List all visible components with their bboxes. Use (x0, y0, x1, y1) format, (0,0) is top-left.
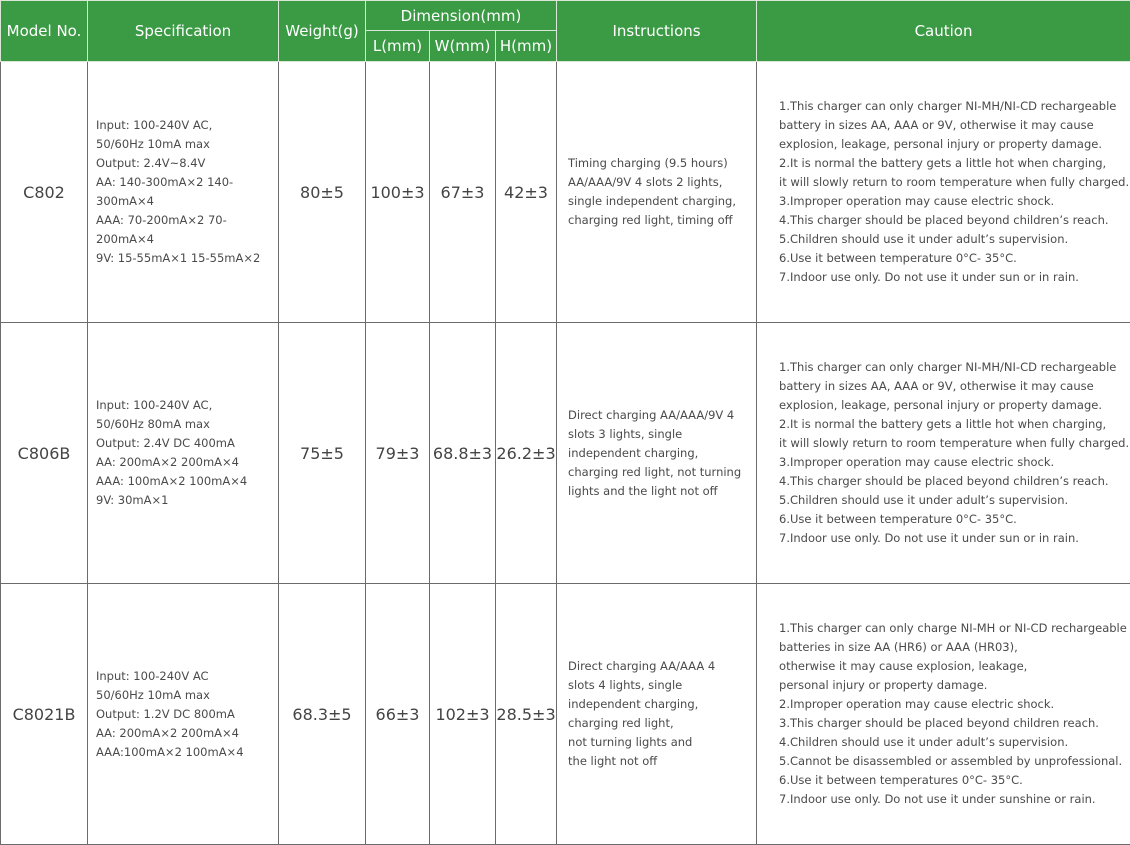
caution-cell-line: it will slowly return to room temperature when fully charged. (779, 173, 1130, 192)
specification-cell-line: Input: 100-240V AC, (96, 116, 278, 135)
caution-cell-line: personal injury or property damage. (779, 676, 1130, 695)
header-caution: Caution (757, 1, 1130, 62)
instructions-cell-line: slots 4 lights, single (568, 676, 756, 695)
caution-cell-line: 7.Indoor use only. Do not use it under sun or in rain. (779, 268, 1130, 287)
width-cell: 68.8±3 (430, 323, 496, 584)
caution-cell-line: battery in sizes AA, AAA or 9V, otherwise it may cause (779, 377, 1130, 396)
width-cell: 67±3 (430, 62, 496, 323)
caution-cell-line: 5.Cannot be disassembled or assembled by unprofessional. (779, 752, 1130, 771)
caution-cell-line: 2.It is normal the battery gets a little hot when charging, (779, 154, 1130, 173)
length-cell: 79±3 (366, 323, 430, 584)
table-row (1, 584, 1130, 845)
instructions-cell (557, 62, 757, 323)
model-no-cell: C806B (1, 323, 88, 584)
instructions-cell (557, 323, 757, 584)
caution-cell-line: 6.Use it between temperature 0°C- 35°C. (779, 510, 1130, 529)
specification-cell-line: Output: 2.4V DC 400mA (96, 434, 278, 453)
instructions-cell-line: AA/AAA/9V 4 slots 2 lights, (568, 173, 756, 192)
caution-cell-line: it will slowly return to room temperature when fully charged. (779, 434, 1130, 453)
specification-cell-line: Output: 2.4V~8.4V (96, 154, 278, 173)
caution-cell-line: 1.This charger can only charger NI-MH/NI-CD rechargeable (779, 97, 1130, 116)
caution-cell-line: 5.Children should use it under adult’s supervision. (779, 491, 1130, 510)
caution-cell-line: 2.Improper operation may cause electric shock. (779, 695, 1130, 714)
caution-cell-line: batteries in size AA (HR6) or AAA (HR03), (779, 638, 1130, 657)
caution-cell-line: 5.Children should use it under adult’s supervision. (779, 230, 1130, 249)
specification-cell-line: 9V: 15-55mA×1 15-55mA×2 (96, 249, 278, 268)
caution-cell-line: 3.Improper operation may cause electric shock. (779, 453, 1130, 472)
caution-cell (757, 323, 1130, 584)
header-height: H(mm) (496, 31, 557, 62)
specification-cell (88, 323, 279, 584)
specification-cell (88, 584, 279, 845)
header-width: W(mm) (430, 31, 496, 62)
instructions-cell-line: Direct charging AA/AAA 4 (568, 657, 756, 676)
width-cell: 102±3 (430, 584, 496, 845)
caution-cell-line: 7.Indoor use only. Do not use it under sun or in rain. (779, 529, 1130, 548)
model-no-cell: C802 (1, 62, 88, 323)
specification-cell-line: AAA:100mA×2 100mA×4 (96, 743, 278, 762)
instructions-cell-line: independent charging, (568, 444, 756, 463)
header-instructions: Instructions (557, 1, 757, 62)
specification-cell-line: 9V: 30mA×1 (96, 491, 278, 510)
specification-cell (88, 62, 279, 323)
caution-cell-line: explosion, leakage, personal injury or property damage. (779, 396, 1130, 415)
weight-cell: 80±5 (279, 62, 366, 323)
instructions-cell-line: slots 3 lights, single (568, 425, 756, 444)
caution-cell (757, 584, 1130, 845)
instructions-cell-line: not turning lights and (568, 733, 756, 752)
caution-cell-line: battery in sizes AA, AAA or 9V, otherwise it may cause (779, 116, 1130, 135)
header-model-no: Model No. (1, 1, 88, 62)
instructions-cell-line: charging red light, not turning (568, 463, 756, 482)
caution-cell-line: explosion, leakage, personal injury or property damage. (779, 135, 1130, 154)
caution-cell-line: otherwise it may cause explosion, leakage, (779, 657, 1130, 676)
instructions-cell-line: charging red light, (568, 714, 756, 733)
weight-cell: 75±5 (279, 323, 366, 584)
specification-cell-line: AAA: 70-200mA×2 70-200mA×4 (96, 211, 278, 249)
specification-cell-line: Output: 1.2V DC 800mA (96, 705, 278, 724)
header-weight: Weight(g) (279, 1, 366, 62)
caution-cell-line: 6.Use it between temperatures 0°C- 35°C. (779, 771, 1130, 790)
instructions-cell-line: Timing charging (9.5 hours) (568, 154, 756, 173)
specification-cell-line: Input: 100-240V AC, (96, 396, 278, 415)
model-no-cell: C8021B (1, 584, 88, 845)
table-row (1, 62, 1130, 323)
instructions-cell (557, 584, 757, 845)
caution-cell-line: 1.This charger can only charge NI-MH or NI-CD rechargeable (779, 619, 1130, 638)
instructions-cell-line: Direct charging AA/AAA/9V 4 (568, 406, 756, 425)
instructions-cell-line: lights and the light not off (568, 482, 756, 501)
height-cell: 28.5±3 (496, 584, 557, 845)
specification-cell-line: 50/60Hz 80mA max (96, 415, 278, 434)
header-specification: Specification (88, 1, 279, 62)
length-cell: 66±3 (366, 584, 430, 845)
instructions-cell-line: single independent charging, (568, 192, 756, 211)
instructions-cell-line: the light not off (568, 752, 756, 771)
instructions-cell-line: charging red light, timing off (568, 211, 756, 230)
caution-cell-line: 3.This charger should be placed beyond children reach. (779, 714, 1130, 733)
caution-cell (757, 62, 1130, 323)
table-row (1, 323, 1130, 584)
specification-cell-line: AA: 140-300mA×2 140-300mA×4 (96, 173, 278, 211)
header-length: L(mm) (366, 31, 430, 62)
caution-cell-line: 3.Improper operation may cause electric shock. (779, 192, 1130, 211)
caution-cell-line: 4.This charger should be placed beyond children’s reach. (779, 211, 1130, 230)
specification-cell-line: 50/60Hz 10mA max (96, 135, 278, 154)
length-cell: 100±3 (366, 62, 430, 323)
height-cell: 26.2±3 (496, 323, 557, 584)
specification-cell-line: AAA: 100mA×2 100mA×4 (96, 472, 278, 491)
caution-cell-line: 1.This charger can only charger NI-MH/NI-CD rechargeable (779, 358, 1130, 377)
header-dimension: Dimension(mm) (366, 1, 557, 31)
caution-cell-line: 4.Children should use it under adult’s supervision. (779, 733, 1130, 752)
specification-cell-line: AA: 200mA×2 200mA×4 (96, 724, 278, 743)
height-cell: 42±3 (496, 62, 557, 323)
specification-cell-line: AA: 200mA×2 200mA×4 (96, 453, 278, 472)
caution-cell-line: 4.This charger should be placed beyond children’s reach. (779, 472, 1130, 491)
caution-cell-line: 7.Indoor use only. Do not use it under sunshine or rain. (779, 790, 1130, 809)
instructions-cell-line: independent charging, (568, 695, 756, 714)
specification-cell-line: 50/60Hz 10mA max (96, 686, 278, 705)
caution-cell-line: 6.Use it between temperature 0°C- 35°C. (779, 249, 1130, 268)
specification-cell-line: Input: 100-240V AC (96, 667, 278, 686)
weight-cell: 68.3±5 (279, 584, 366, 845)
caution-cell-line: 2.It is normal the battery gets a little hot when charging, (779, 415, 1130, 434)
